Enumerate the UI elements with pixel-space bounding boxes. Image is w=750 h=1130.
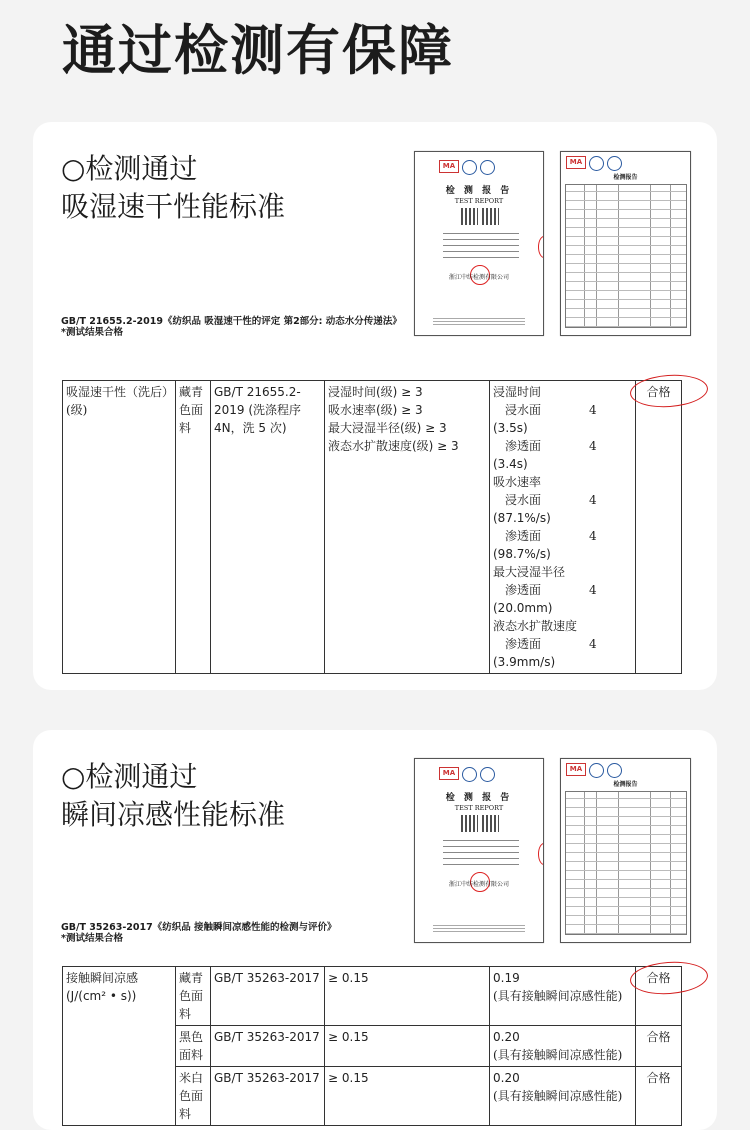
report-detail-title: 检测报告 xyxy=(613,174,638,181)
report-detail-image xyxy=(560,758,691,943)
result-line xyxy=(493,401,632,419)
fabric-cell: 米白色面料 xyxy=(176,1067,211,1126)
result-grade: 4 xyxy=(589,583,597,597)
result-label: 浸水面 xyxy=(505,493,542,507)
requirement-cell: ≥ 0.15 xyxy=(325,967,490,1026)
standard-cell: GB/T 35263-2017 xyxy=(211,1026,325,1067)
report-cover-image xyxy=(414,151,544,336)
verdict-text: 合格 xyxy=(646,1071,671,1085)
result-line xyxy=(493,527,632,545)
item-cell: 吸湿速干性（洗后）(级) xyxy=(63,381,176,674)
report-cover-title: 检 测 报 告 xyxy=(445,793,513,803)
requirement-cell xyxy=(325,381,490,674)
result-line xyxy=(493,635,632,653)
result-grade: 4 xyxy=(589,439,597,453)
result-note: (具有接触瞬间凉感性能) xyxy=(493,1089,623,1103)
report-detail-table xyxy=(565,791,687,935)
requirement-line: 液态水扩散速度(级) ≥ 3 xyxy=(328,439,459,453)
qr-code-icon xyxy=(461,208,478,225)
result-value: 0.20 xyxy=(493,1030,520,1044)
report-detail-table xyxy=(565,184,687,328)
seal-edge-icon xyxy=(538,843,544,865)
requirement-line: 最大浸湿半径(级) ≥ 3 xyxy=(328,421,447,435)
result-value: (3.9mm/s) xyxy=(493,655,556,669)
result-grade: 4 xyxy=(589,403,597,417)
result-cell xyxy=(490,967,636,1026)
requirement-line: 吸水速率(级) ≥ 3 xyxy=(328,403,423,417)
cnas-logo-icon xyxy=(607,763,622,778)
ilac-logo-icon xyxy=(589,763,604,778)
standard-title: GB/T 35263-2017《纺织品 接触瞬间凉感性能的检测与评价》 xyxy=(61,922,337,933)
heading-line-2: 瞬间凉感性能标准 xyxy=(61,798,286,831)
report-cover-image xyxy=(414,758,544,943)
heading-line-1: ○检测通过 xyxy=(61,760,198,793)
result-value: (98.7%/s) xyxy=(493,547,551,561)
heading-line-1: ○检测通过 xyxy=(61,152,198,185)
result-value: (87.1%/s) xyxy=(493,511,551,525)
report-info-lines xyxy=(443,840,519,870)
result-note: *测试结果合格 xyxy=(61,933,123,944)
report-detail-image xyxy=(560,151,691,336)
cma-logo-icon: MA xyxy=(566,156,586,169)
standard-cell: GB/T 21655.2-2019 (洗涤程序 4N，洗 5 次) xyxy=(211,381,325,674)
result-note: (具有接触瞬间凉感性能) xyxy=(493,1048,623,1062)
fabric-cell: 藏青色面料 xyxy=(176,381,211,674)
verdict-text: 合格 xyxy=(646,1030,671,1044)
cnas-logo-icon xyxy=(480,160,495,175)
qr-code-icon xyxy=(482,208,499,225)
result-label: 吸水速率 xyxy=(493,475,542,489)
result-label: 渗透面 xyxy=(505,529,542,543)
fabric-cell: 黑色面料 xyxy=(176,1026,211,1067)
table-row xyxy=(63,381,682,674)
cert-logos xyxy=(439,767,495,782)
result-label: 渗透面 xyxy=(505,637,542,651)
report-footer-lines xyxy=(433,923,525,932)
qr-code-icon xyxy=(482,815,499,832)
cert-logos xyxy=(566,156,622,171)
red-circle-mark xyxy=(629,959,709,996)
verdict-cell xyxy=(636,1026,682,1067)
report-cover-title: 检 测 报 告 xyxy=(445,186,513,196)
page-title: 通过检测有保障 xyxy=(62,19,454,82)
result-cell xyxy=(490,381,636,674)
verdict-text: 合格 xyxy=(646,385,671,399)
section-heading xyxy=(61,758,285,834)
qr-code-icon xyxy=(461,815,478,832)
result-value: (3.4s) xyxy=(493,457,528,471)
report-org: 浙江中纺检测有限公司 xyxy=(448,881,509,888)
section-card-cooling xyxy=(33,730,717,1130)
report-org: 浙江中纺检测有限公司 xyxy=(448,274,509,281)
result-table xyxy=(62,966,682,1126)
result-value: 0.20 xyxy=(493,1071,520,1085)
seal-edge-icon xyxy=(538,236,544,258)
standard-cell: GB/T 35263-2017 xyxy=(211,1067,325,1126)
ilac-logo-icon xyxy=(462,160,477,175)
requirement-cell: ≥ 0.15 xyxy=(325,1067,490,1126)
table-row xyxy=(63,967,682,1026)
result-value: 0.19 xyxy=(493,971,520,985)
result-grade: 4 xyxy=(589,529,597,543)
cnas-logo-icon xyxy=(607,156,622,171)
ilac-logo-icon xyxy=(589,156,604,171)
result-grade: 4 xyxy=(589,493,597,507)
result-cell xyxy=(490,1067,636,1126)
requirement-cell: ≥ 0.15 xyxy=(325,1026,490,1067)
result-grade: 4 xyxy=(589,637,597,651)
report-detail-title: 检测报告 xyxy=(613,781,638,788)
standard-note xyxy=(61,316,402,338)
requirement-line: 浸湿时间(级) ≥ 3 xyxy=(328,385,423,399)
result-label: 浸水面 xyxy=(505,403,542,417)
result-label: 渗透面 xyxy=(505,439,542,453)
section-heading xyxy=(61,150,285,226)
standard-cell: GB/T 35263-2017 xyxy=(211,967,325,1026)
verdict-text: 合格 xyxy=(646,971,671,985)
heading-line-2: 吸湿速干性能标准 xyxy=(61,190,286,223)
cma-logo-icon: MA xyxy=(439,160,459,173)
cert-logos xyxy=(439,160,495,175)
result-value: (20.0mm) xyxy=(493,601,553,615)
cnas-logo-icon xyxy=(480,767,495,782)
result-cell xyxy=(490,1026,636,1067)
fabric-cell: 藏青色面料 xyxy=(176,967,211,1026)
report-info-lines xyxy=(443,233,519,263)
standard-note xyxy=(61,922,337,944)
result-line xyxy=(493,491,632,509)
result-label: 液态水扩散速度 xyxy=(493,619,578,633)
verdict-cell xyxy=(636,381,682,674)
result-value: (3.5s) xyxy=(493,421,528,435)
result-note: (具有接触瞬间凉感性能) xyxy=(493,989,623,1003)
result-line xyxy=(493,581,632,599)
cma-logo-icon: MA xyxy=(439,767,459,780)
red-circle-mark xyxy=(629,372,709,409)
result-label: 浸湿时间 xyxy=(493,385,542,399)
verdict-cell xyxy=(636,1067,682,1126)
report-cover-subtitle: TEST REPORT xyxy=(454,197,504,205)
item-cell: 接触瞬间凉感 (J/(cm² • s)) xyxy=(63,967,176,1126)
report-cover-subtitle: TEST REPORT xyxy=(454,804,504,812)
cert-logos xyxy=(566,763,622,778)
cma-logo-icon: MA xyxy=(566,763,586,776)
standard-title: GB/T 21655.2-2019《纺织品 吸湿速干性的评定 第2部分: 动态水分传递法》 xyxy=(61,316,402,327)
result-table xyxy=(62,380,682,674)
ilac-logo-icon xyxy=(462,767,477,782)
result-label: 最大浸湿半径 xyxy=(493,565,566,579)
result-line xyxy=(493,437,632,455)
section-card-moisture xyxy=(33,122,717,690)
report-footer-lines xyxy=(433,316,525,325)
result-note: *测试结果合格 xyxy=(61,327,123,338)
result-label: 渗透面 xyxy=(505,583,542,597)
